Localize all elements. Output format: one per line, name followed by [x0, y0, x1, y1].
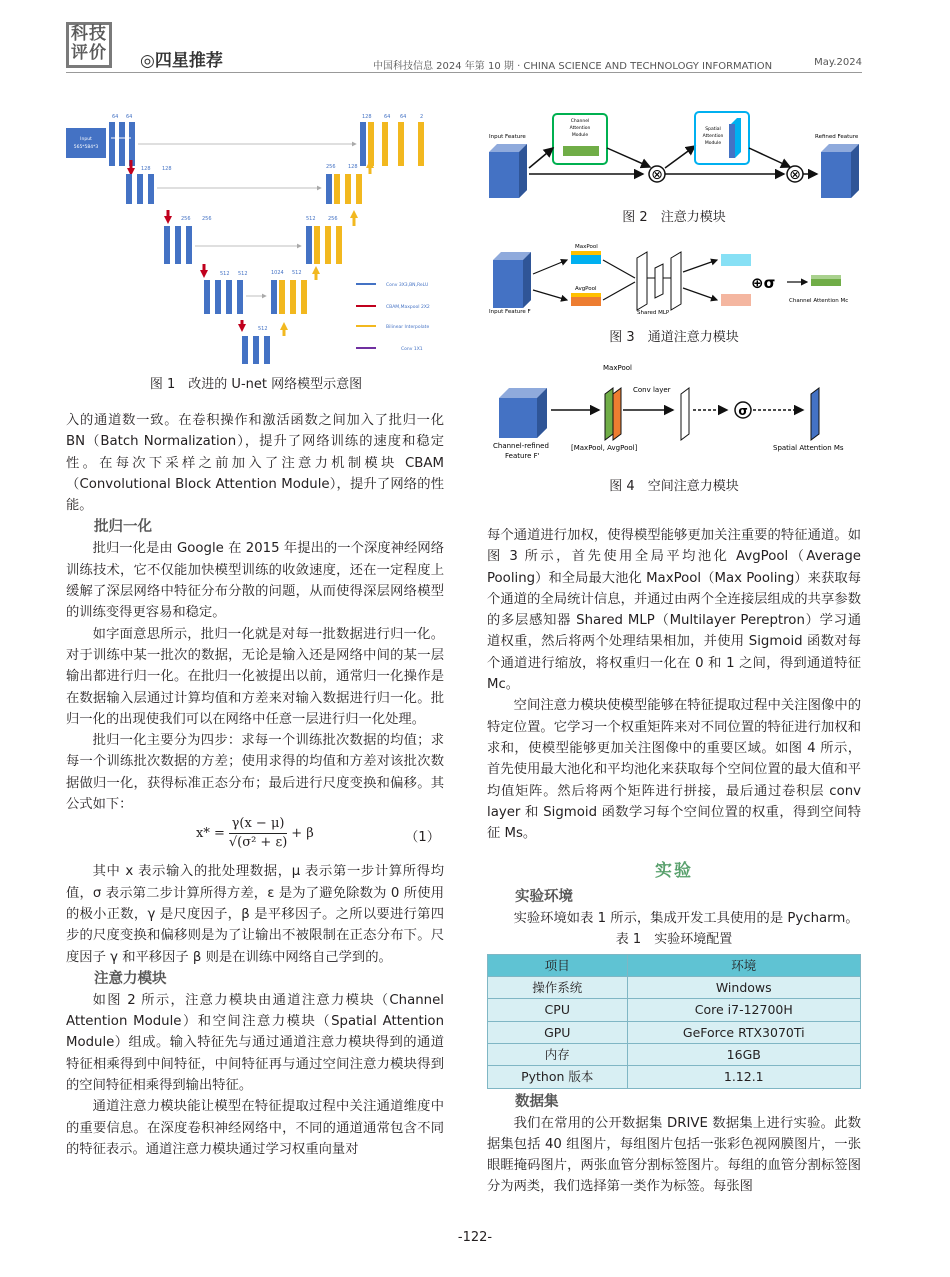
env-cell: 操作系统 — [488, 977, 628, 999]
table-row — [488, 1021, 861, 1043]
unet-l1b: 64 — [126, 114, 133, 120]
fig2-cam2: Attention — [569, 126, 591, 131]
unet-enc3 — [164, 226, 192, 264]
fig4-input1: Channel-refined — [493, 442, 549, 450]
left-p2: 批归一化是由 Google 在 2015 年提出的一个深度神经网络训练技术，它不仅能加快模型训练的收敛速度，还在一定程度上缓解了深层网络中特征分布分散的问题，从而使得深层网络模型的训练变得更容易和稳定。 — [66, 541, 444, 621]
env-cell: Core i7-12700H — [627, 999, 860, 1021]
right-column — [487, 525, 861, 1198]
unet-l1a: 64 — [112, 114, 119, 120]
fig4-pool-label: [MaxPool, AvgPool] — [571, 444, 638, 452]
formula-denominator: √(σ² + ε) — [228, 835, 288, 851]
unet-enc4 — [204, 280, 243, 314]
fig3-mlp — [637, 252, 681, 310]
unet-legend — [356, 282, 430, 352]
fig4-caption: 图 4 空间注意力模块 — [609, 479, 739, 494]
heading-experiment: 实验 — [655, 861, 693, 882]
unet-r2a: 256 — [326, 164, 336, 170]
formula-tail: + β — [291, 826, 314, 842]
env-cell: 内存 — [488, 1043, 628, 1065]
fig2-otimes2: ⊗ — [789, 167, 801, 183]
fig3-ops: ⊕σ — [751, 274, 776, 292]
heading-batchnorm: 批归一化 — [94, 519, 152, 536]
unet-input-label: Input — [80, 137, 92, 142]
logo-line2: 评价 — [71, 43, 107, 63]
unet-l2a: 128 — [141, 166, 151, 172]
formula-lhs: x* = — [196, 826, 225, 842]
fig4-spatial-attention-diagram — [487, 360, 861, 466]
fig2-cam1: Channel — [570, 119, 590, 124]
env-cell: Python 版本 — [488, 1066, 628, 1088]
fig4-pooled-maps — [605, 388, 621, 440]
unet-r1c: 64 — [400, 114, 407, 120]
left-p6: 如图 2 所示，注意力模块由通道注意力模块（Channel Attention Module）和空间注意力模块（Spatial Attention Module）组成。输入特征先与通过通道注意力模块得到的通道特征相乘得到中间特征，中间特征再与通过空间注意力模块得到的空间特征相乘得到输出特征。 — [66, 992, 444, 1094]
table-row — [488, 1043, 861, 1065]
unet-input-size: 565*584*3 — [73, 145, 99, 150]
right-p1: 每个通道进行加权，使得模型能够更加关注重要的特征通道。如图 3 所示，首先使用全局平均池化 AvgPool（Average Pooling）和全局最大池化 MaxPool（Max Pooling）来获取每个通道的全局统计信息，并通过由两个全连接层组成的共享参数的多层感知器 Shared MLP（Multilayer Pereptron）学习通道权重，然后将两个处理结果相加，并使用 Sigmoid 函数对每个通道进行缩放，将权重归一化在 0 和 1 之间，得到通道特征 Mc。 — [487, 528, 861, 693]
left-p3: 如字面意思所示，批归一化就是对每一批数据进行归一化。对于训练中某一批次的数据，无论是输入还是网络中间的某一层输出都进行归一化。在批归一化被提出以前，通常归一化操作是在数据输入层通过计算均值和方差来对输入数据进行归一化。批归一化的出现使我们可以在网络中任意一层进行归一化处理。 — [66, 626, 444, 727]
recommend-badge: ◎四星推荐 — [140, 51, 223, 71]
unet-l5: 512 — [258, 326, 268, 332]
fig2-attention-diagram — [487, 108, 861, 200]
env-cell: Windows — [627, 977, 860, 999]
unet-input-box — [66, 128, 106, 158]
unet-r2b: 128 — [348, 164, 358, 170]
fig4-input2: Feature F' — [505, 452, 540, 460]
fig2-sam3: Module — [704, 141, 722, 146]
unet-r1d: 2 — [420, 114, 424, 120]
formula-numerator: γ(x − μ) — [229, 815, 287, 834]
fig4-output-label: Spatial Attention Ms — [773, 444, 844, 452]
legend-bilinear: Bilinear Interpolate — [386, 325, 430, 330]
fig2-refined-label: Refined Feature — [815, 134, 859, 140]
unet-enc1 — [109, 122, 135, 166]
heading-environment: 实验环境 — [515, 889, 573, 906]
fig3-maxpool: MaxPool — [575, 244, 598, 250]
fig3-output-label: Channel Attention Mc — [789, 298, 849, 304]
env-cell: 1.12.1 — [627, 1066, 860, 1088]
fig3-avgpool: AvgPool — [575, 286, 597, 292]
heading-dataset: 数据集 — [515, 1093, 559, 1110]
env-cell: CPU — [488, 999, 628, 1021]
env-cell: 16GB — [627, 1043, 860, 1065]
fig3-caption: 图 3 通道注意力模块 — [609, 330, 739, 345]
env-th-env: 环境 — [627, 954, 860, 976]
fig2-sam2: Attention — [702, 134, 724, 139]
journal-logo — [66, 22, 112, 68]
issue-date: May.2024 — [814, 57, 862, 68]
fig4-maxpool: MaxPool — [603, 364, 632, 372]
fig3-channel-attention-diagram — [487, 238, 861, 316]
fig2-cam3: Module — [571, 133, 589, 138]
unet-r3b: 256 — [328, 216, 338, 222]
fig4-conv-label: Conv layer — [633, 386, 671, 394]
fig1-caption: 图 1 改进的 U-net 网络模型示意图 — [149, 377, 363, 392]
page-number: -122- — [457, 1230, 493, 1245]
unet-l4a: 512 — [220, 271, 230, 277]
unet-r1b: 64 — [384, 114, 391, 120]
table1-title: 表 1 实验环境配置 — [615, 931, 733, 947]
unet-enc2 — [126, 174, 154, 204]
right-p2: 空间注意力模块使模型能够在特征提取过程中关注图像中的特定位置。它学习一个权重矩阵来对不同位置的特征进行加权和求和，使模型能够更加关注图像中的重要区域。如图 4 所示，首先使用最大池化和平均池化来获取每个空间位置的最大值和平均值矩阵。然后将两个矩阵进行拼接，最后通过卷积层 conv layer 和 Sigmoid 函数学习每个空间位置的权重，得到空间特征 Ms。 — [487, 698, 861, 842]
fig2-caption: 图 2 注意力模块 — [622, 210, 726, 225]
legend-conv1x1: Conv 1X1 — [401, 347, 423, 352]
unet-bottleneck — [242, 336, 270, 364]
env-th-item: 项目 — [488, 954, 628, 976]
fig3-input-label: Input Feature F — [489, 309, 531, 315]
unet-r4b: 512 — [292, 270, 302, 276]
unet-dec1 — [360, 122, 424, 166]
unet-dec2 — [326, 174, 362, 204]
formula-batchnorm — [66, 815, 444, 861]
fig1-unet-diagram — [66, 108, 446, 368]
fig2-input-label: Input Feature — [489, 134, 526, 140]
env-cell: GPU — [488, 1021, 628, 1043]
unet-l3b: 256 — [202, 216, 212, 222]
left-p7: 通道注意力模块能让模型在特征提取过程中关注通道维度中的重要信息。在深度卷积神经网络中，不同的通道通常包含不同的特征表示。通道注意力模块通过学习权重向量对 — [66, 1099, 444, 1157]
header-rule — [66, 72, 862, 73]
right-p3: 实验环境如表 1 所示，集成开发工具使用的是 Pycharm。 — [513, 911, 859, 927]
journal-title: 中国科技信息 2024 年第 10 期 · CHINA SCIENCE AND TECHNOLOGY INFORMATION — [373, 61, 773, 72]
formula-expr — [196, 815, 314, 852]
legend-conv: Conv 3X3,BN,ReLU — [386, 283, 429, 288]
unet-l2b: 128 — [162, 166, 172, 172]
env-cell: GeForce RTX3070Ti — [627, 1021, 860, 1043]
unet-l3a: 256 — [181, 216, 191, 222]
logo-line1: 科技 — [71, 24, 107, 44]
unet-dec3 — [306, 226, 342, 264]
left-column — [66, 410, 444, 1160]
unet-r4a: 1024 — [271, 270, 284, 276]
fig2-otimes1: ⊗ — [651, 167, 663, 183]
table-row — [488, 999, 861, 1021]
unet-r1a: 128 — [362, 114, 372, 120]
heading-attention: 注意力模块 — [94, 970, 167, 987]
env-table — [487, 954, 861, 1089]
fig3-mlp-label: Shared MLP — [637, 310, 670, 316]
formula-number: （1） — [404, 830, 440, 846]
unet-l4b: 512 — [238, 271, 248, 277]
table-row — [488, 977, 861, 999]
left-p5: 其中 x 表示输入的批处理数据，μ 表示第一步计算所得均值，σ 表示第二步计算所得方差，ε 是为了避免除数为 0 所使用的极小正数，γ 是尺度因子，β 是平移因子。之所以要进行第四步的尺度变换和偏移则是为了让输出不被限制在正态分布下。尺度因子 γ 和平移因子 β 则是在训练中网络自己学到的。 — [66, 864, 444, 965]
left-p1: 入的通道数一致。在卷积操作和激活函数之间加入了批归一化 BN（Batch Normalization），提升了网络训练的速度和稳定性。在每次下采样之前加入了注意力机制模块 CBAM（Convolutional Block Attention Module），提升了网络的性能。 — [66, 413, 444, 514]
unet-r3a: 512 — [306, 216, 316, 222]
unet-dec4 — [271, 280, 307, 314]
fig4-sigma: σ — [738, 404, 748, 418]
legend-cbam: CBAM,Maxpool 2X2 — [386, 305, 430, 310]
right-p4: 我们在常用的公开数据集 DRIVE 数据集上进行实验。此数据集包括 40 组图片，每组图片包括一张彩色视网膜图片，一张眼睚掩码图片，两张血管分割标签图片。每组的血管分割标签图分为两类，我们选择第一类作为标签。每张图 — [487, 1115, 861, 1195]
table-row — [488, 1066, 861, 1088]
left-p4: 批归一化主要分为四步：求每一个训练批次数据的均值；求每一个训练批次数据的方差；使用求得的均值和方差对该批次数据做归一化，获得标准正态分布；最后进行尺度变换和偏移。其公式如下： — [66, 733, 444, 813]
fig2-sam1: Spatial — [705, 127, 721, 132]
